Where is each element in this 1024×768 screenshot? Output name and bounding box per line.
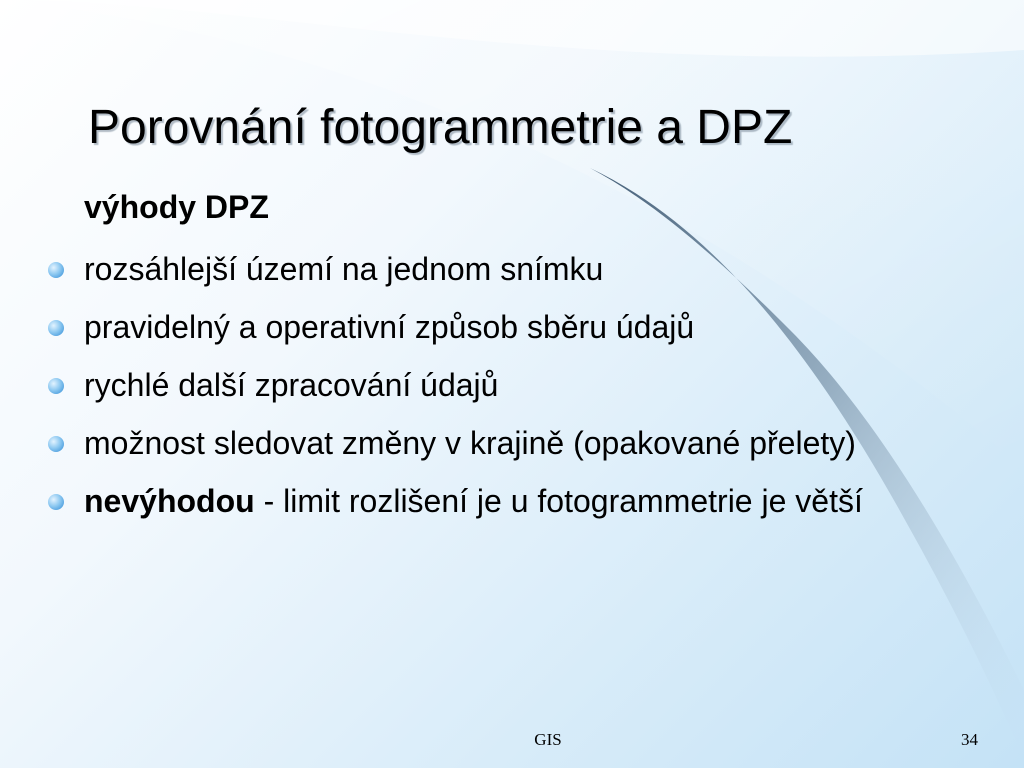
bullet-icon xyxy=(48,262,64,278)
subheading: výhody DPZ xyxy=(84,189,269,225)
bullet-item xyxy=(0,478,863,524)
bullet-item xyxy=(0,420,863,466)
slide-title: Porovnání fotogrammetrie a DPZ xyxy=(88,101,793,154)
bullet-item xyxy=(0,304,863,350)
page-number: 34 xyxy=(961,730,978,749)
bullet-text: rozsáhlejší území na jednom snímku xyxy=(84,251,604,287)
bullet-item xyxy=(0,362,863,408)
bullet-text: - limit rozlišení je u fotogrammetrie je větší xyxy=(254,483,863,519)
bullet-icon xyxy=(48,320,64,336)
bullet-text: rychlé další zpracování údajů xyxy=(84,367,499,403)
footer-label: GIS xyxy=(534,730,562,749)
bullet-icon xyxy=(48,378,64,394)
bullet-list xyxy=(0,246,863,536)
bullet-text: pravidelný a operativní způsob sběru údajů xyxy=(84,309,695,345)
bullet-item xyxy=(0,246,863,292)
bullet-icon xyxy=(48,436,64,452)
bullet-text: možnost sledovat změny v krajině (opakované přelety) xyxy=(84,425,856,461)
bullet-icon xyxy=(48,494,64,510)
bullet-bold-text: nevýhodou xyxy=(84,483,255,519)
